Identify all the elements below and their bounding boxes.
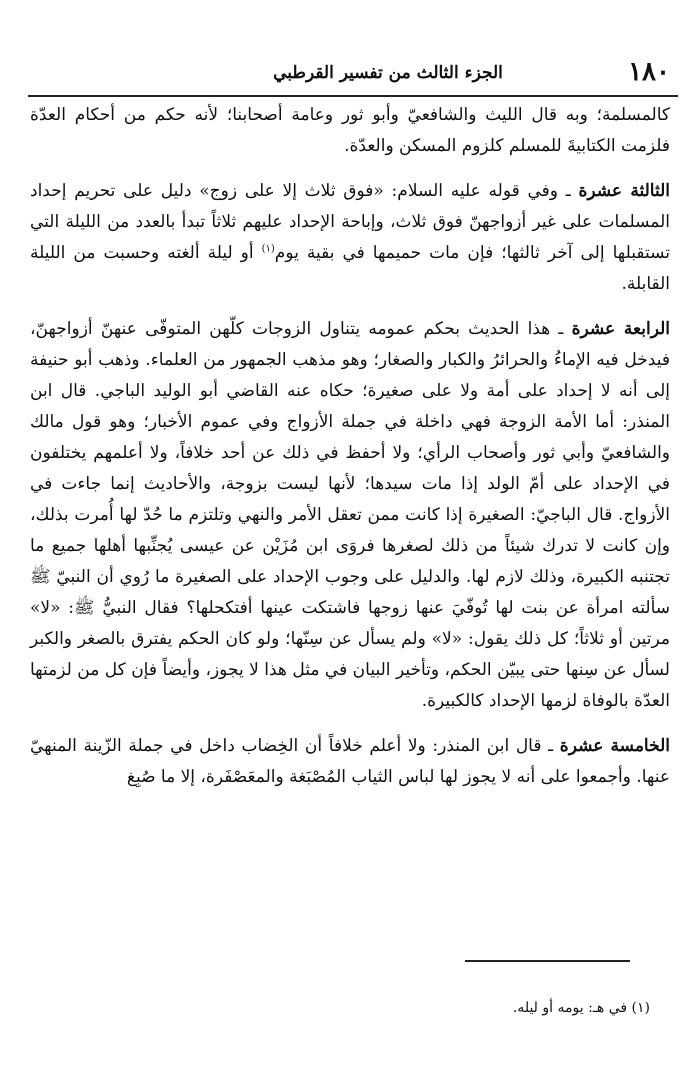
page-number: ١٨٠ xyxy=(628,57,670,87)
footnote: (١) في هـ: يومه أو ليله. xyxy=(512,1000,650,1016)
footnote-divider xyxy=(465,960,630,962)
paragraph-lead: الخامسة عشرة xyxy=(559,736,670,756)
paragraph-fourteenth xyxy=(30,314,670,717)
page-header xyxy=(28,55,678,97)
paragraph-text: ـ هذا الحديث بحكم عمومه يتناول الزوجات كلّهن المتوفّى عنهنّ أزواجهنّ، فيدخل فيه الإماءُ والحرائرُ والكبار والصغار؛ وهو مذهب الجمهور من العلماء. وذهب أبو حنيفة إلى أنه لا إحداد على أمة ولا على صغيرة؛ حكاه عنه القاضي أبو الوليد الباجي. قال ابن المنذر: أما الأمة الزوجة فهي داخلة في جملة الأزواج وفي عموم الأخبار؛ وهو قول مالك والشافعيّ وأبي ثور وأصحاب الرأي؛ ولا أحفظ في ذلك عن أحد خلافاً، ولا أعلمهم يختلفون في الإحداد على أمّ الولد إذا مات سيدها؛ لأنها ليست بزوجة، والأحاديث إنما جاءت في الأزواج. قال الباجيّ: الصغيرة إذا كانت ممن تعقل الأمر والنهي وتلتزم ما حُدّ لها أُمرت بذلك، وإن كانت لا تدرك شيئاً من ذلك لصغرها فروَى ابن مُزَيْن عن عيسى يُجنِّبها أهلها جميع ما تجتنبه الكبيرة، وذلك لازم لها. والدليل على وجوب الإحداد على الصغيرة ما رُوي أن النبيّ ﷺ سألته امرأة عن بنت لها تُوفّيَ عنها زوجها فاشتكت عينها أفتكحلها؟ فقال النبيُّ ﷺ: «لا» مرتين أو ثلاثاً؛ كل ذلك يقول: «لا» ولم يسأل عن سِنّها؛ ولو كان الحكم يفترق بالصغر والكبر لسأل عن سِنها حتى يبيّن الحكم، وتأخير البيان في مثل هذا لا يجوز، وأيضاً فإن كل من لزمتها العدّة بالوفاة لزمها الإحداد كالكبيرة. xyxy=(30,319,670,711)
footnote-reference[interactable]: (١) xyxy=(261,243,275,255)
paragraph-thirteenth xyxy=(30,176,670,300)
paragraph-text: أو ليلة ألغته وحسبت من الليلة القابلة. xyxy=(30,243,670,294)
paragraph-lead: الرابعة عشرة xyxy=(571,319,670,339)
running-title: الجزء الثالث من تفسير القرطبي xyxy=(273,63,503,83)
body-text xyxy=(30,100,670,807)
paragraph-fifteenth xyxy=(30,731,670,793)
paragraph-lead: الثالثة عشرة xyxy=(578,181,670,201)
paragraph-text: كالمسلمة؛ وبه قال الليث والشافعيّ وأبو ثور وعامة أصحابنا؛ لأنه حكم من أحكام العدّة فلزمت الكتابيةَ للمسلم كلزوم المسكن والعدّة. xyxy=(30,105,670,156)
paragraph-text: ـ وفي قوله عليه السلام: «فوق ثلاث إلا على زوج» دليل على تحريم إحداد المسلمات على غير أزواجهنّ فوق ثلاث، وإباحة الإحداد عليهم ثلاثاً تبدأ بالعدد من الليلة التي تستقبلها إلى آخر ثالثها؛ فإن مات حميمها في بقية يوم xyxy=(30,181,670,263)
paragraph-text: ـ قال ابن المنذر: ولا أعلم خلافاً أن الخِضاب داخل في جملة الزّينة المنهيّ عنها. وأجمعوا على أنه لا يجوز لها لباس الثياب المُصْبَغة والمعَصْفَرة، إلا ما صُبِغ xyxy=(30,736,670,787)
paragraph-continuation xyxy=(30,100,670,162)
